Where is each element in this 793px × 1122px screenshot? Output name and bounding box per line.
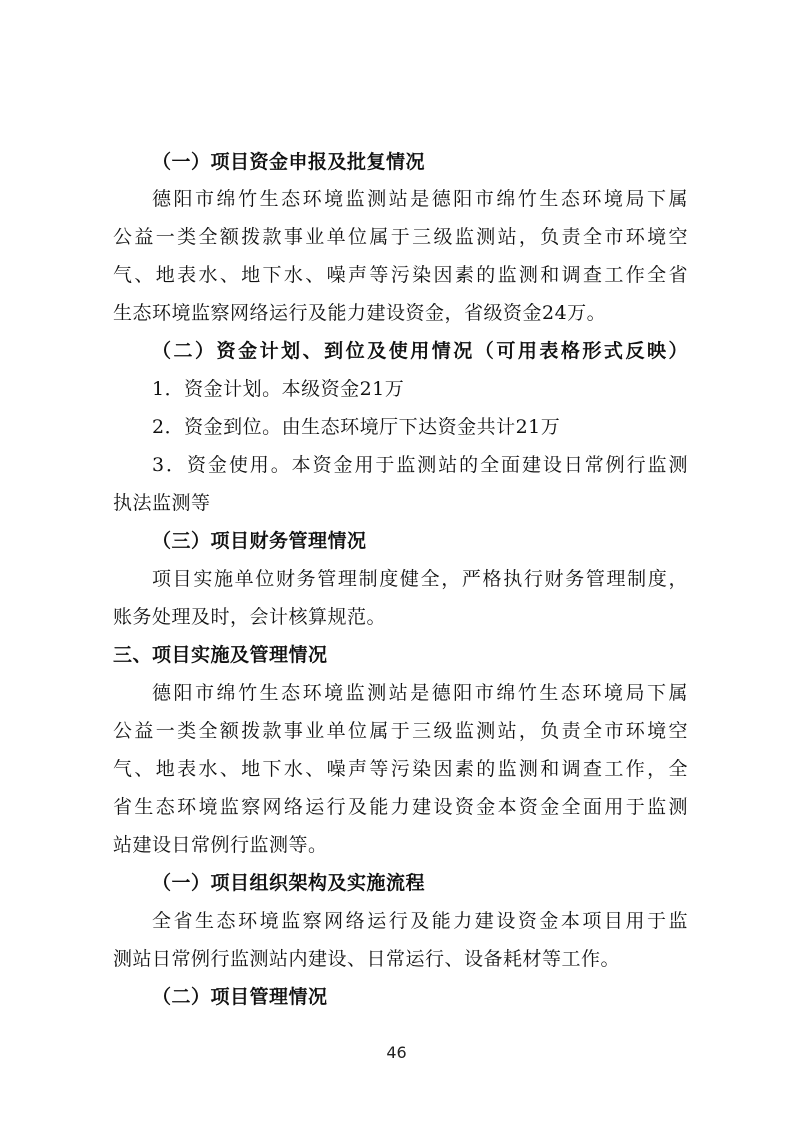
paragraph-line: 公益一类全额拨款事业单位属于三级监测站，负责全市环境空	[113, 226, 688, 248]
section-heading: （三）项目财务管理情况	[152, 530, 367, 552]
paragraph-line: 账务处理及时，会计核算规范。	[113, 606, 387, 628]
paragraph-line: 项目实施单位财务管理制度健全，严格执行财务管理制度，	[152, 568, 688, 590]
paragraph-line: 气、地表水、地下水、噪声等污染因素的监测和调查工作全省	[113, 264, 688, 286]
list-item: 2．资金到位。由生态环境厅下达资金共计21万	[152, 416, 561, 438]
paragraph-line: 气、地表水、地下水、噪声等污染因素的监测和调查工作，全	[113, 758, 688, 780]
paragraph-line: 公益一类全额拨款事业单位属于三级监测站，负责全市环境空	[113, 720, 688, 742]
list-item: 执法监测等	[113, 492, 211, 514]
paragraph-line: 测站日常例行监测站内建设、日常运行、设备耗材等工作。	[113, 948, 621, 970]
section-heading: （一）项目组织架构及实施流程	[152, 872, 426, 894]
list-item: 3．资金使用。本资金用于监测站的全面建设日常例行监测	[152, 454, 688, 476]
section-heading: （二）项目管理情况	[152, 986, 328, 1008]
paragraph-line: 生态环境监察网络运行及能力建设资金，省级资金24万。	[113, 302, 607, 324]
paragraph-line: 德阳市绵竹生态环境监测站是德阳市绵竹生态环境局下属	[152, 188, 688, 210]
chapter-heading: 三、项目实施及管理情况	[113, 644, 328, 666]
paragraph-line: 站建设日常例行监测等。	[113, 834, 328, 856]
list-item: 1．资金计划。本级资金21万	[152, 378, 405, 400]
section-heading: （一）项目资金申报及批复情况	[152, 151, 426, 173]
section-heading: （二）资金计划、到位及使用情况（可用表格形式反映）	[152, 340, 688, 362]
paragraph-line: 全省生态环境监察网络运行及能力建设资金本项目用于监	[152, 910, 688, 932]
page-number: 46	[386, 1043, 407, 1062]
paragraph-line: 德阳市绵竹生态环境监测站是德阳市绵竹生态环境局下属	[152, 682, 688, 704]
paragraph-line: 省生态环境监察网络运行及能力建设资金本资金全面用于监测	[113, 796, 688, 818]
